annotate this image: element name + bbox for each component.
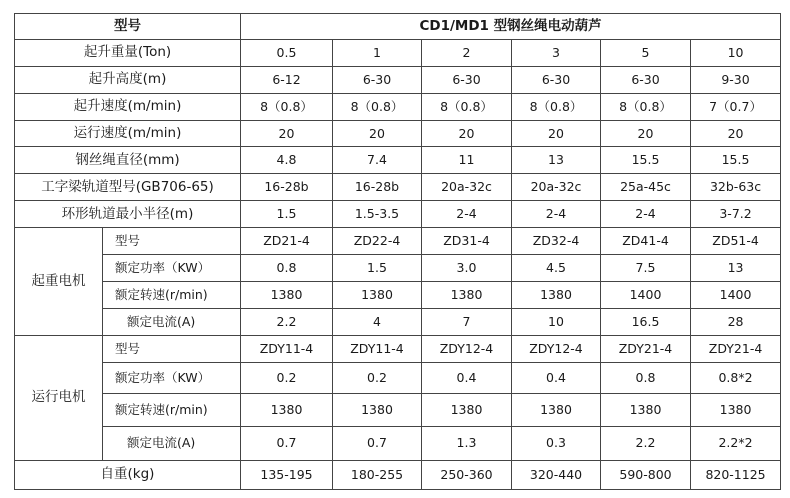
table-cell: 10 (512, 308, 601, 335)
row-label: 自重(kg) (15, 460, 241, 489)
table-cell: 20 (241, 120, 333, 147)
sub-row-label: 额定转速(r/min) (103, 393, 241, 426)
table-cell: 15.5 (691, 147, 781, 174)
row-label: 起升高度(m) (15, 66, 241, 93)
row-label: 环形轨道最小半径(m) (15, 201, 241, 228)
table-row (15, 308, 781, 335)
row-label: 起升重量(Ton) (15, 39, 241, 66)
table-row (15, 281, 781, 308)
table-cell: 1.5 (241, 201, 333, 228)
row-label: 起升速度(m/min) (15, 93, 241, 120)
table-cell: 28 (691, 308, 781, 335)
table-row (15, 393, 781, 426)
table-cell: ZDY21-4 (691, 335, 781, 362)
table-cell: 0.2 (241, 362, 333, 393)
sub-row-label: 型号 (103, 335, 241, 362)
table-cell: 16-28b (333, 174, 422, 201)
sub-row-label: 额定转速(r/min) (103, 281, 241, 308)
table-cell: 1380 (422, 281, 512, 308)
table-cell: 10 (691, 39, 781, 66)
lifting-motor-group-label: 起重电机 (15, 228, 103, 336)
table-cell: 0.7 (333, 426, 422, 460)
table-cell: 1380 (512, 393, 601, 426)
table-cell: 2 (422, 39, 512, 66)
table-cell: 13 (512, 147, 601, 174)
table-cell: 6-30 (422, 66, 512, 93)
table-cell: 590-800 (601, 460, 691, 489)
table-cell: 1380 (241, 393, 333, 426)
row-label: 运行速度(m/min) (15, 120, 241, 147)
table-cell: 0.8 (601, 362, 691, 393)
table-cell: ZDY11-4 (241, 335, 333, 362)
table-cell: 8（0.8） (601, 93, 691, 120)
table-row (15, 335, 781, 362)
table-row (15, 174, 781, 201)
table-row (15, 362, 781, 393)
table-cell: 1 (333, 39, 422, 66)
sub-row-label: 型号 (103, 228, 241, 255)
table-cell: 0.5 (241, 39, 333, 66)
table-cell: 4.8 (241, 147, 333, 174)
table-cell: 1.3 (422, 426, 512, 460)
table-cell: 4 (333, 308, 422, 335)
table-cell: 20a-32c (422, 174, 512, 201)
table-cell: 1380 (691, 393, 781, 426)
table-cell: 3.0 (422, 254, 512, 281)
table-cell: 1400 (601, 281, 691, 308)
table-cell: 1.5 (333, 254, 422, 281)
table-row (15, 147, 781, 174)
table-cell: 820-1125 (691, 460, 781, 489)
table-row (15, 228, 781, 255)
table-cell: 1380 (512, 281, 601, 308)
table-cell: 16-28b (241, 174, 333, 201)
table-row (15, 254, 781, 281)
table-cell: 20 (691, 120, 781, 147)
table-row (15, 460, 781, 489)
table-row (15, 66, 781, 93)
table-cell: 1380 (601, 393, 691, 426)
table-cell: 2.2*2 (691, 426, 781, 460)
table-cell: ZDY11-4 (333, 335, 422, 362)
table-cell: 180-255 (333, 460, 422, 489)
row-label: 工字梁轨道型号(GB706-65) (15, 174, 241, 201)
table-cell: 6-30 (333, 66, 422, 93)
table-cell: 1380 (422, 393, 512, 426)
table-cell: 20 (601, 120, 691, 147)
table-cell: 1380 (241, 281, 333, 308)
table-cell: 8（0.8） (333, 93, 422, 120)
table-cell: 11 (422, 147, 512, 174)
sub-row-label: 额定电流(A) (103, 308, 241, 335)
table-cell: 1.5-3.5 (333, 201, 422, 228)
table-cell: 320-440 (512, 460, 601, 489)
table-row (15, 93, 781, 120)
table-cell: 1400 (691, 281, 781, 308)
table-row (15, 201, 781, 228)
sub-row-label: 额定电流(A) (103, 426, 241, 460)
header-label: 型号 (15, 14, 241, 40)
table-cell: 2-4 (601, 201, 691, 228)
table-cell: 20 (422, 120, 512, 147)
row-label: 钢丝绳直径(mm) (15, 147, 241, 174)
table-cell: 9-30 (691, 66, 781, 93)
table-cell: 0.8 (241, 254, 333, 281)
table-cell: 20 (333, 120, 422, 147)
table-cell: 2-4 (512, 201, 601, 228)
table-cell: 0.3 (512, 426, 601, 460)
table-cell: ZDY12-4 (422, 335, 512, 362)
table-cell: 1380 (333, 281, 422, 308)
travel-motor-group-label: 运行电机 (15, 335, 103, 460)
table-cell: 0.7 (241, 426, 333, 460)
table-cell: 7.5 (601, 254, 691, 281)
table-cell: 6-30 (512, 66, 601, 93)
table-cell: ZD21-4 (241, 228, 333, 255)
table-cell: 0.8*2 (691, 362, 781, 393)
table-cell: 0.2 (333, 362, 422, 393)
specification-table (14, 13, 781, 490)
table-cell: 7.4 (333, 147, 422, 174)
table-cell: 135-195 (241, 460, 333, 489)
table-cell: 7（0.7） (691, 93, 781, 120)
table-cell: 7 (422, 308, 512, 335)
table-cell: 0.4 (422, 362, 512, 393)
table-cell: 3-7.2 (691, 201, 781, 228)
table-cell: 1380 (333, 393, 422, 426)
table-cell: 4.5 (512, 254, 601, 281)
table-cell: 20a-32c (512, 174, 601, 201)
table-cell: 8（0.8） (512, 93, 601, 120)
table-cell: 2.2 (241, 308, 333, 335)
table-cell: 250-360 (422, 460, 512, 489)
table-cell: 0.4 (512, 362, 601, 393)
table-cell: ZDY21-4 (601, 335, 691, 362)
table-cell: 6-30 (601, 66, 691, 93)
table-cell: 5 (601, 39, 691, 66)
header-row (15, 14, 781, 40)
sub-row-label: 额定功率（KW） (103, 254, 241, 281)
table-cell: ZD32-4 (512, 228, 601, 255)
sub-row-label: 额定功率（KW） (103, 362, 241, 393)
table-cell: 15.5 (601, 147, 691, 174)
table-cell: 2.2 (601, 426, 691, 460)
table-cell: ZD41-4 (601, 228, 691, 255)
table-row (15, 426, 781, 460)
table-row (15, 120, 781, 147)
table-cell: ZDY12-4 (512, 335, 601, 362)
table-cell: 16.5 (601, 308, 691, 335)
table-cell: 32b-63c (691, 174, 781, 201)
table-cell: ZD22-4 (333, 228, 422, 255)
table-title: CD1/MD1 型钢丝绳电动葫芦 (241, 14, 781, 40)
table-cell: 8（0.8） (241, 93, 333, 120)
table-cell: ZD31-4 (422, 228, 512, 255)
table-cell: 6-12 (241, 66, 333, 93)
table-cell: 8（0.8） (422, 93, 512, 120)
table-cell: 20 (512, 120, 601, 147)
table-cell: 2-4 (422, 201, 512, 228)
table-cell: 3 (512, 39, 601, 66)
table-cell: ZD51-4 (691, 228, 781, 255)
table-cell: 25a-45c (601, 174, 691, 201)
table-cell: 13 (691, 254, 781, 281)
table-row (15, 39, 781, 66)
